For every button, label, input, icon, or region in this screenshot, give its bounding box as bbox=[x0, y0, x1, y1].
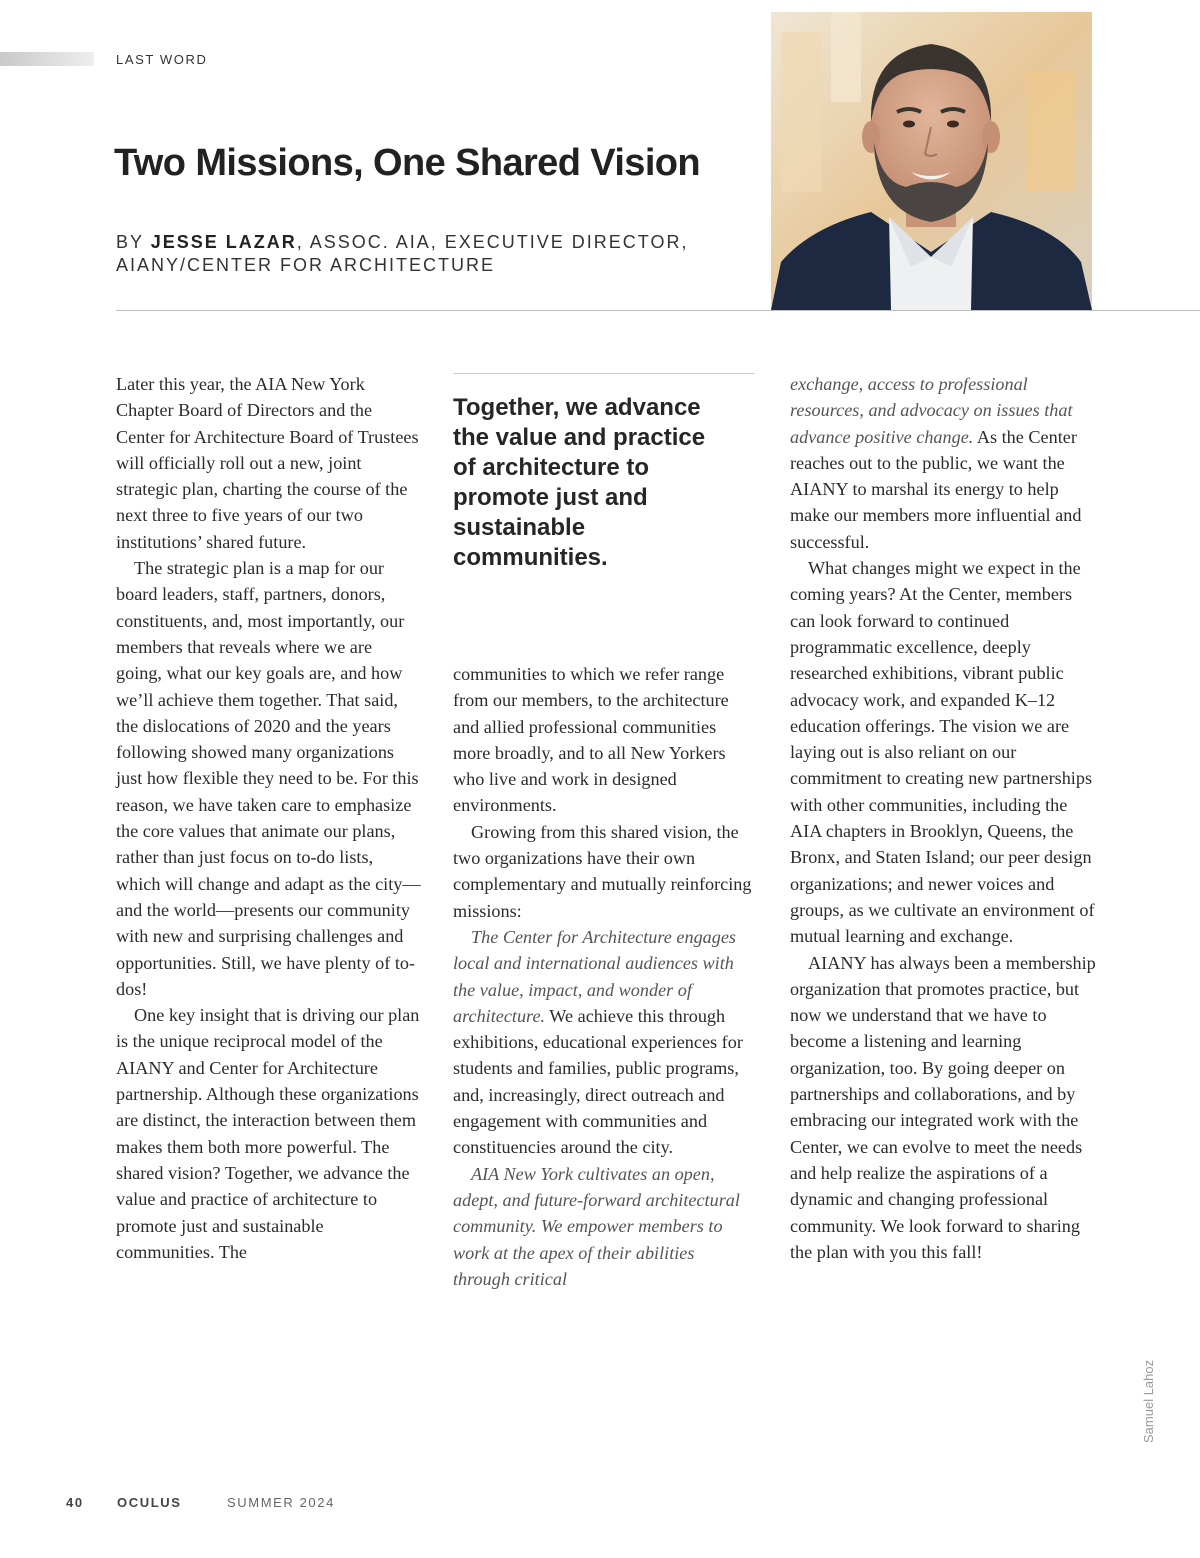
aiany-mission-continued: exchange, access to professional resources, and advocacy on issues that advance positive change. bbox=[790, 374, 1073, 447]
center-mission-statement: The Center for Architecture engages local and international audiences with the value, impact, and wonder of architecture. bbox=[453, 926, 737, 1026]
portrait-illustration bbox=[771, 12, 1092, 310]
section-label: LAST WORD bbox=[116, 52, 208, 67]
paragraph-text: As the Center reaches out to the public, we want the AIANY to marshal its energy to help make our members more influential and successful. bbox=[790, 426, 1082, 552]
article-column-1 bbox=[116, 371, 422, 1265]
author-name: JESSE LAZAR bbox=[150, 232, 297, 252]
byline bbox=[116, 231, 756, 277]
byline-prefix: BY bbox=[116, 232, 151, 252]
header-divider bbox=[116, 310, 1200, 311]
aiany-mission-statement: AIA New York cultivates an open, adept, and future-forward architectural community. We empower members to work at the apex of their abilities through critical bbox=[453, 1163, 740, 1289]
page-number: 40 bbox=[66, 1495, 84, 1510]
paragraph: What changes might we expect in the coming years? At the Center, members can look forward to continued programmatic excellence, deeply researched exhibitions, vibrant public advocacy work, and expanded K–12 education offerings. The vision we are laying out is also reliant on our commitment to creating new partnerships with other communities, including the AIA chapters in Brooklyn, Queens, the Bronx, and Staten Island; our peer design organizations; and newer voices and groups, as we cultivate an environment of mutual learning and exchange. bbox=[790, 558, 1095, 947]
author-title: , ASSOC. AIA, EXECUTIVE DIRECTOR, AIANY/CENTER FOR ARCHITECTURE bbox=[116, 232, 689, 275]
article-title: Two Missions, One Shared Vision bbox=[114, 142, 701, 184]
article-column-2 bbox=[453, 661, 755, 1292]
pull-quote: Together, we advance the value and practice of architecture to promote just and sustainable communities. bbox=[453, 394, 706, 571]
mission-paragraph bbox=[453, 924, 755, 1161]
section-accent-bar bbox=[0, 52, 94, 66]
paragraph: Later this year, the AIA New York Chapter Board of Directors and the Center for Architecture Board of Trustees will officially roll out a new, joint strategic plan, charting the course of the next three to five years of our two institutions’ shared future. bbox=[116, 374, 419, 552]
issue-date: SUMMER 2024 bbox=[227, 1495, 335, 1510]
paragraph-text: We achieve this through exhibitions, educational experiences for students and families, public programs, and, increasingly, direct outreach and engagement with communities and constituencies around the city. bbox=[453, 1005, 743, 1158]
paragraph: One key insight that is driving our plan is the unique reciprocal model of the AIANY and Center for Architecture partnership. Although these organizations are distinct, the interaction between them makes them both more powerful. The shared vision? Together, we advance the value and practice of architecture to promote just and sustainable communities. The bbox=[116, 1005, 420, 1262]
mission-paragraph bbox=[453, 1161, 755, 1292]
paragraph: Growing from this shared vision, the two organizations have their own complementary and mutually reinforcing missions: bbox=[453, 821, 752, 921]
paragraph: The strategic plan is a map for our board leaders, staff, partners, donors, constituents, and, most importantly, our members that reveals where we are going, what our key goals are, and how we’ll achieve them together. That said, the dislocations of 2020 and the years following showed many organizations just how flexible they need to be. For this reason, we have taken care to emphasize the core values that animate our plans, rather than just focus on to-do lists, which will change and adapt as the city—and the world—presents our community with new and surprising challenges and opportunities. Still, we have plenty of to-dos! bbox=[116, 558, 421, 999]
paragraph: AIANY has always been a membership organization that promotes practice, but now we understand that we have to become a listening and learning organization, too. By going deeper on partnerships and collaborations, and by embracing our integrated work with the Center, we can evolve to meet the needs and help realize the aspirations of a dynamic and changing professional community. We look forward to sharing the plan with you this fall! bbox=[790, 952, 1096, 1262]
author-portrait bbox=[771, 12, 1092, 310]
paragraph bbox=[790, 371, 1098, 555]
magazine-name: OCULUS bbox=[117, 1495, 182, 1510]
photo-credit: Samuel Lahoz bbox=[1141, 1359, 1156, 1443]
pullquote-divider bbox=[453, 373, 755, 374]
paragraph: communities to which we refer range from our members, to the architecture and allied professional communities more broadly, and to all New Yorkers who live and work in designed environments. bbox=[453, 664, 729, 816]
article-column-3 bbox=[790, 371, 1098, 1265]
